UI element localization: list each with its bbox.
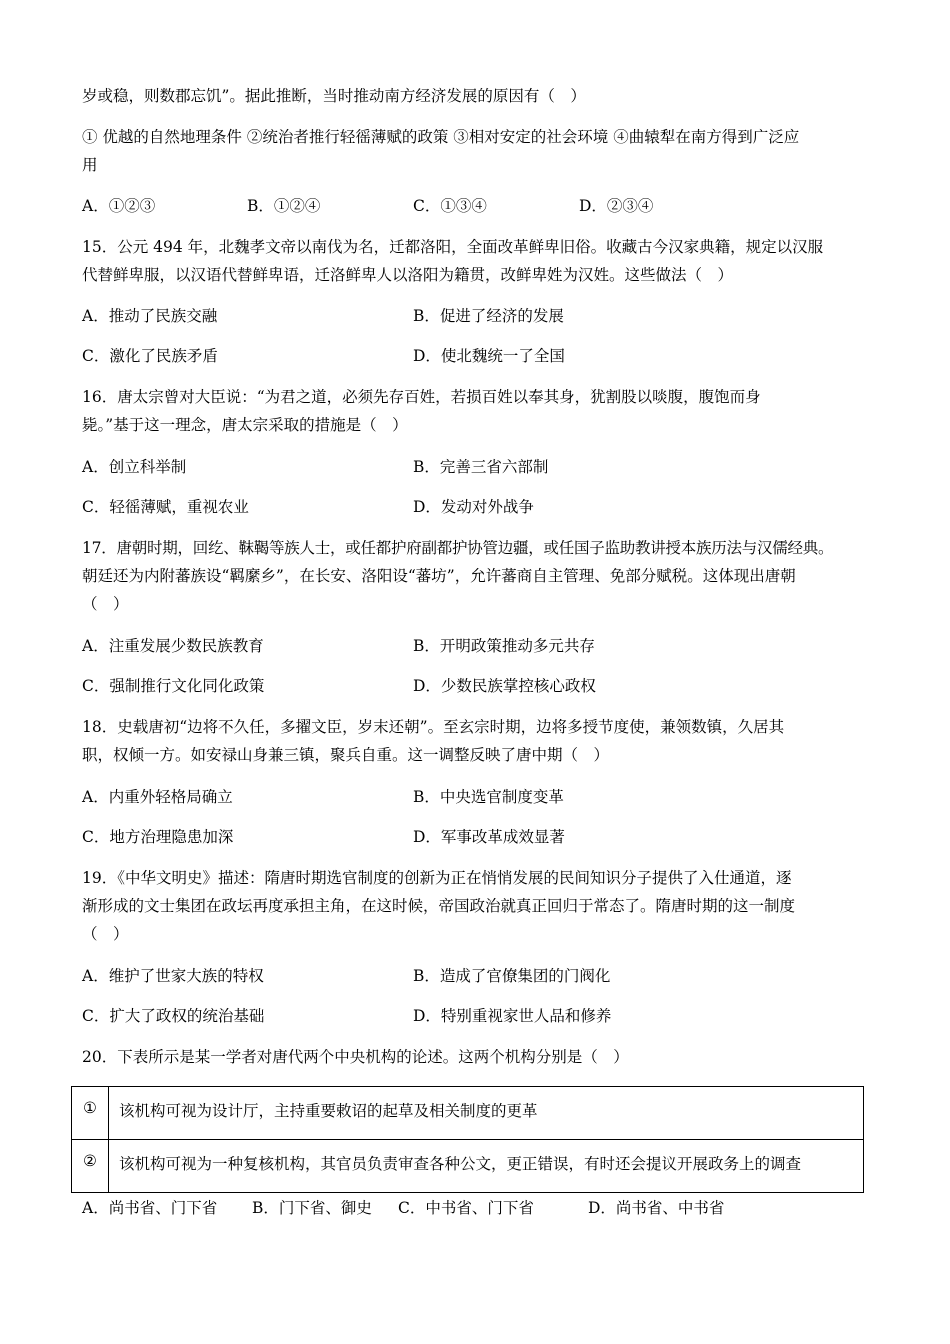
q20-option-b[interactable]: B．门下省、御史 [252,1199,372,1217]
q17-option-b[interactable]: B．开明政策推动多元共存 [413,637,595,655]
q20-option-c[interactable]: C．中书省、门下省 [398,1199,534,1217]
table-row [72,1140,864,1193]
q17-option-d[interactable]: D．少数民族掌控核心政权 [413,677,596,695]
table-cell-num: ② [72,1140,109,1193]
q17-stem-paren: （ ） [82,595,129,613]
q20-stem: 20．下表所示是某一学者对唐代两个中央机构的论述。这两个机构分别是（ ） [82,1048,629,1066]
table-row [72,1087,864,1140]
q20-table [71,1086,864,1193]
q14-option-b[interactable]: B．①②④ [247,197,321,215]
q17-option-c[interactable]: C．强制推行文化同化政策 [82,677,265,695]
q15-stem-cont: 代替鲜卑服，以汉语代替鲜卑语，迁洛鲜卑人以洛阳为籍贯，改鲜卑姓为汉姓。这些做法（ ） [82,266,734,284]
q20-option-d[interactable]: D．尚书省、中书省 [588,1199,725,1217]
q16-option-c[interactable]: C．轻徭薄赋，重视农业 [82,498,249,516]
q18-option-a[interactable]: A．内重外轻格局确立 [82,788,233,806]
q14-stem: 岁或稳，则数郡忘饥”。据此推断，当时推动南方经济发展的原因有（ ） [82,87,586,105]
q17-option-a[interactable]: A．注重发展少数民族教育 [82,637,264,655]
q20-option-a[interactable]: A．尚书省、门下省 [82,1199,218,1217]
q17-stem-cont: 朝廷还为内附蕃族设“羁縻乡”，在长安、洛阳设“蕃坊”，允许蕃商自主管理、免部分赋税。这体现出唐朝 [82,567,796,585]
q14-items-cont: 用 [82,156,98,174]
q19-stem-cont: 渐形成的文士集团在政坛再度承担主角，在这时候，帝国政治就真正回归于常态了。隋唐时期的这一制度 [82,897,796,915]
q16-option-b[interactable]: B．完善三省六部制 [413,458,549,476]
q18-stem-cont: 职，权倾一方。如安禄山身兼三镇，聚兵自重。这一调整反映了唐中期（ ） [82,746,610,764]
q16-stem: 16．唐太宗曾对大臣说：“为君之道，必须先存百姓，若损百姓以奉其身，犹割股以啖腹，腹饱而身 [82,388,761,406]
q15-stem: 15．公元 494 年，北魏孝文帝以南伐为名，迁都洛阳，全面改革鲜卑旧俗。收藏古今汉家典籍，规定以汉服 [82,238,824,256]
q15-option-b[interactable]: B．促进了经济的发展 [413,307,564,325]
q18-option-d[interactable]: D．军事改革成效显著 [413,828,565,846]
q18-option-b[interactable]: B．中央选官制度变革 [413,788,564,806]
q18-stem: 18．史载唐初“边将不久任，多擢文臣，岁末还朝”。至玄宗时期，边将多授节度使，兼领数镇，久居其 [82,718,785,736]
q17-stem: 17．唐朝时期，回纥、靺鞨等族人士，或任都护府副都护协管边疆，或任国子监助教讲授本族历法与汉儒经典。 [82,539,834,557]
table-cell-num: ① [72,1087,109,1140]
q14-option-d[interactable]: D．②③④ [579,197,654,215]
table-cell-text: 该机构可视为一种复核机构，其官员负责审查各种公文，更正错误，有时还会提议开展政务上的调查 [109,1140,864,1193]
q19-option-b[interactable]: B．造成了官僚集团的门阀化 [413,967,611,985]
q16-stem-cont: 毙。”基于这一理念，唐太宗采取的措施是（ ） [82,416,408,434]
q19-stem: 19．《中华文明史》描述：隋唐时期选官制度的创新为正在悄悄发展的民间知识分子提供了入仕通道，逐 [82,869,792,887]
q19-option-c[interactable]: C．扩大了政权的统治基础 [82,1007,265,1025]
q18-option-c[interactable]: C．地方治理隐患加深 [82,828,234,846]
q14-option-a[interactable]: A．①②③ [82,197,156,215]
q19-option-a[interactable]: A．维护了世家大族的特权 [82,967,264,985]
q15-option-d[interactable]: D．使北魏统一了全国 [413,347,565,365]
q16-option-d[interactable]: D．发动对外战争 [413,498,534,516]
q19-option-d[interactable]: D．特别重视家世人品和修养 [413,1007,612,1025]
q14-items: ① 优越的自然地理条件 ②统治者推行轻徭薄赋的政策 ③相对安定的社会环境 ④曲辕犁在南方得到广泛应 [82,128,800,146]
q15-option-c[interactable]: C．激化了民族矛盾 [82,347,218,365]
q15-option-a[interactable]: A．推动了民族交融 [82,307,218,325]
q14-option-c[interactable]: C．①③④ [413,197,487,215]
q16-option-a[interactable]: A．创立科举制 [82,458,187,476]
table-cell-text: 该机构可视为设计厅，主持重要敕诏的起草及相关制度的更革 [109,1087,864,1140]
q19-stem-paren: （ ） [82,925,129,943]
